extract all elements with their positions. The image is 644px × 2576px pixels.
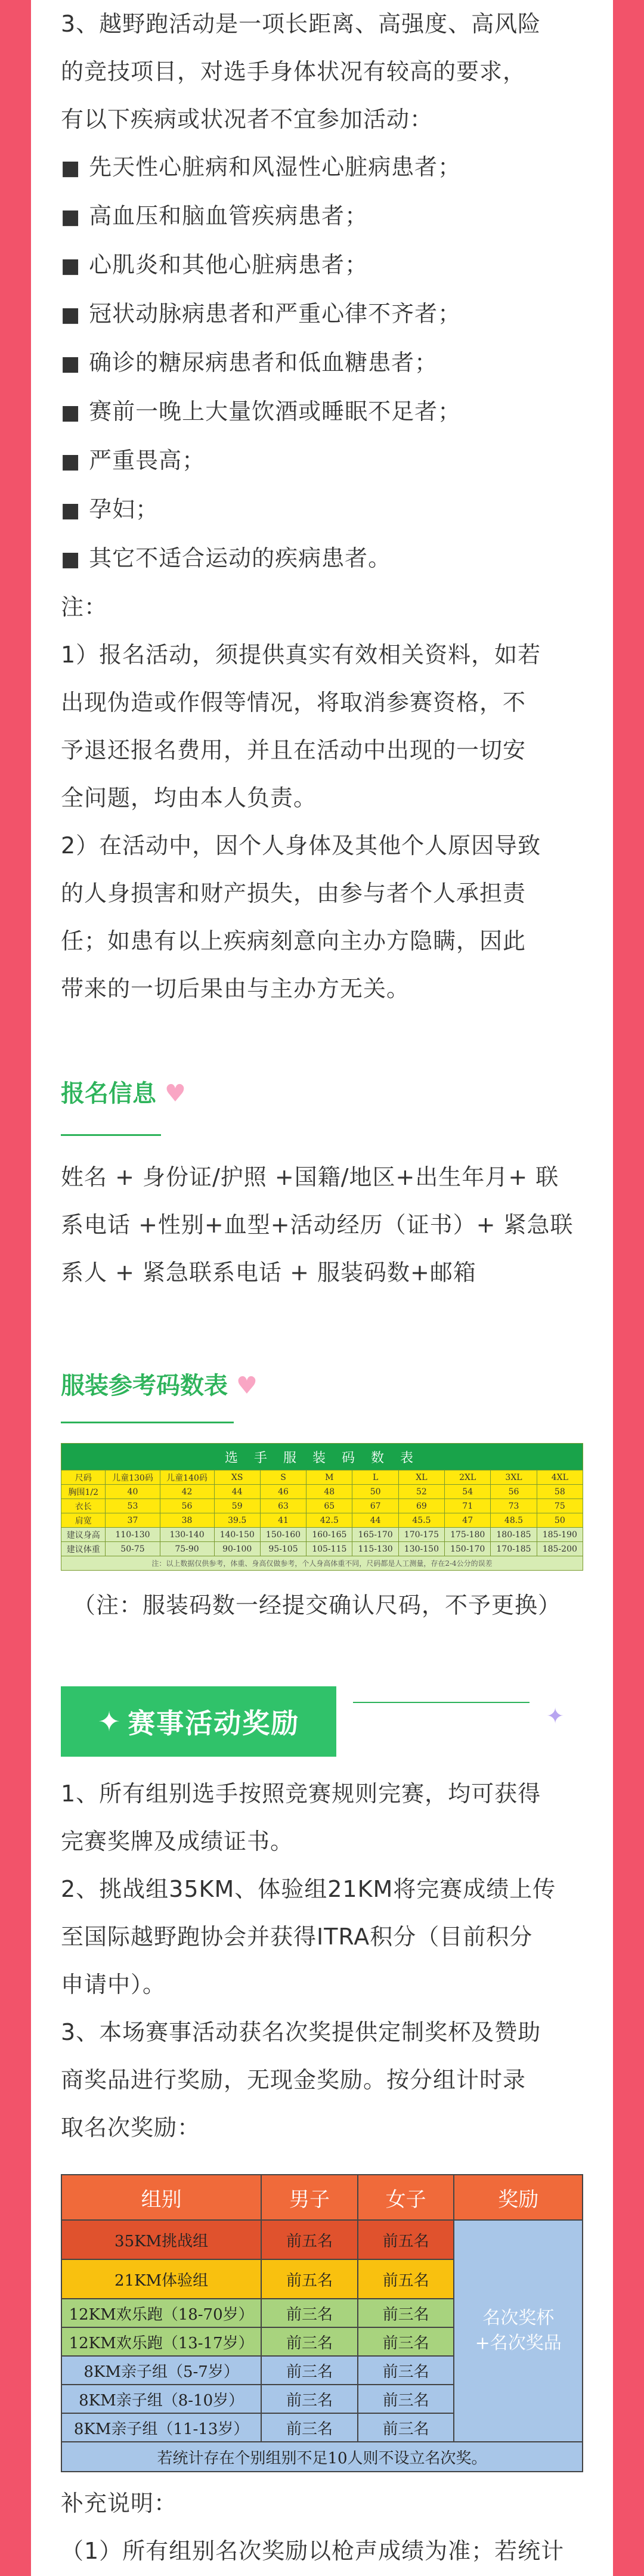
table-cell: 38 [160,1513,214,1528]
table-cell: 42 [160,1485,214,1499]
table-cell: 39.5 [214,1513,260,1528]
notes-line: 予退还报名费用，并且在活动中出现的一切安 [61,737,527,763]
table-cell: 前三名 [358,2299,454,2327]
size-header-cell: 4XL [537,1470,583,1485]
table-cell: 前三名 [261,2413,358,2442]
table-cell: 73 [491,1499,537,1513]
table-cell: 建议身高 [61,1528,106,1542]
table-cell: 75-90 [160,1542,214,1556]
table-cell: 56 [491,1485,537,1499]
notes-line: 1）报名活动，须提供真实有效相关资料，如若 [61,642,541,668]
size-row [61,1542,583,1556]
table-cell: 8KM亲子组（8-10岁） [61,2385,261,2413]
condition-item: ■ 赛前一晚上大量饮酒或睡眠不足者； [61,388,586,436]
size-caption [73,1581,597,1629]
awards-line: 1、所有组别选手按照竞赛规则完赛，均可获得 [61,1781,541,1807]
notes-line: 的人身损害和财产损失，由参与者个人承担责 [61,880,527,906]
award-table [61,2174,583,2472]
condition-item: ■ 高血压和脑血管疾病患者； [61,192,586,241]
table-cell: 185-200 [537,1542,583,1556]
table-cell: 前五名 [358,2259,454,2299]
table-cell: 140-150 [214,1528,260,1542]
awards-line: 申请中）。 [61,1971,166,1998]
prize-cell: 名次奖杯 +名次奖品 [454,2220,583,2442]
title-underline [61,1134,161,1136]
table-cell: 40 [106,1485,160,1499]
registration-line: 姓名 + 身份证/护照 +国籍/地区+出生年月+ 联 [61,1164,559,1190]
size-table-title: 选 手 服 装 码 数 表 [61,1444,583,1470]
size-table-footnote: 注：以上数据仅供参考，体重、身高仅做参考，个人身高体重不同，尺码都是人工测量，存在2-4公分的误差 [61,1556,583,1571]
left-margin [0,0,31,2576]
award-header-cell: 奖励 [454,2175,583,2220]
size-header-cell: XS [214,1470,260,1485]
table-cell: 12KM欢乐跑（13-17岁） [61,2327,261,2356]
award-header-cell: 男子 [261,2175,358,2220]
award-footnote: 若统计存在个别组别不足10人则不设立名次奖。 [61,2442,583,2472]
table-cell: 12KM欢乐跑（18-70岁） [61,2299,261,2327]
size-header-cell: S [260,1470,306,1485]
table-cell: 59 [214,1499,260,1513]
table-cell: 41 [260,1513,306,1528]
notes-label: 注： [61,594,108,620]
table-cell: 前五名 [261,2259,358,2299]
size-header-row [61,1470,583,1485]
right-margin [613,0,644,2576]
table-cell: 105-115 [306,1542,352,1556]
table-cell: 47 [445,1513,491,1528]
table-cell: 50 [537,1513,583,1528]
table-cell: 前三名 [261,2327,358,2356]
size-chart-title: 服装参考码数表 ♥ [61,1372,258,1400]
table-cell: 46 [260,1485,306,1499]
awards-banner-label: 赛事活动奖励 [128,1707,300,1739]
size-header-cell: 儿童130码 [106,1470,160,1485]
table-cell: 130-140 [160,1528,214,1542]
award-row [61,2220,583,2259]
table-cell: 48.5 [491,1513,537,1528]
registration-title: 报名信息 ♥ [61,1080,186,1107]
supplement-title: 补充说明： [61,2490,178,2516]
condition-item: ■ 心肌炎和其他心脏病患者； [61,241,586,290]
table-cell: 前五名 [261,2220,358,2259]
table-cell: 前三名 [261,2299,358,2327]
size-table [61,1443,583,1571]
sparkle-icon: ✦ [546,1704,565,1729]
table-cell: 44 [352,1513,398,1528]
table-cell: 130-150 [398,1542,444,1556]
table-cell: 56 [160,1499,214,1513]
table-cell: 前五名 [358,2220,454,2259]
size-row [61,1499,583,1513]
intro-paragraph [61,0,586,1013]
condition-item: ■ 孕妇； [61,485,586,534]
condition-item: ■ 严重畏高； [61,436,586,485]
size-header-cell: 尺码 [61,1470,106,1485]
awards-line: 商奖品进行奖励，无现金奖励。按分组计时录 [61,2067,527,2093]
table-cell: 42.5 [306,1513,352,1528]
condition-item: ■ 其它不适合运动的疾病患者。 [61,534,586,583]
awards-line: 取名次奖励： [61,2114,201,2141]
table-cell: 胸围1/2 [61,1485,106,1499]
size-header-cell: 3XL [491,1470,537,1485]
awards-line: 至国际越野跑协会并获得ITRA积分（目前积分 [61,1924,533,1950]
heart-icon: ♥ [236,1372,258,1400]
table-cell: 52 [398,1485,444,1499]
size-header-cell: L [352,1470,398,1485]
supplement-line: （1）所有组别名次奖励以枪声成绩为准；若统计 [61,2538,565,2564]
notes-line: 出现伪造或作假等情况，将取消参赛资格，不 [61,689,527,716]
award-header-row [61,2175,583,2220]
awards-line: 3、本场赛事活动获名次奖提供定制奖杯及赞助 [61,2019,541,2045]
table-cell: 90-100 [214,1542,260,1556]
registration-line: 系人 + 紧急联系电话 + 服装码数+邮箱 [61,1259,476,1286]
award-header-cell: 组别 [61,2175,261,2220]
table-cell: 54 [445,1485,491,1499]
table-cell: 170-185 [491,1542,537,1556]
table-cell: 175-180 [445,1528,491,1542]
condition-item: ■ 先天性心脏病和风湿性心脏病患者； [61,143,586,192]
condition-item: ■ 冠状动脉病患者和严重心律不齐者； [61,290,586,339]
table-cell: 53 [106,1499,160,1513]
table-cell: 肩宽 [61,1513,106,1528]
table-cell: 150-170 [445,1542,491,1556]
table-cell: 8KM亲子组（11-13岁） [61,2413,261,2442]
table-cell: 44 [214,1485,260,1499]
table-cell: 前三名 [358,2356,454,2385]
supplement [61,2479,586,2575]
awards-line: 完赛奖牌及成绩证书。 [61,1828,294,1854]
title-underline [61,1422,234,1423]
size-header-cell: 儿童140码 [160,1470,214,1485]
registration-line: 系电话 +性别+血型+活动经历（证书）+ 紧急联 [61,1212,574,1238]
size-header-cell: XL [398,1470,444,1485]
table-cell: 衣长 [61,1499,106,1513]
table-cell: 160-165 [306,1528,352,1542]
heart-icon: ♥ [165,1080,186,1107]
table-cell: 65 [306,1499,352,1513]
table-cell: 75 [537,1499,583,1513]
table-cell: 48 [306,1485,352,1499]
condition-item: ■ 确诊的糖尿病患者和低血糖患者； [61,339,586,388]
notes-line: 全问题，均由本人负责。 [61,785,317,811]
size-header-cell: 2XL [445,1470,491,1485]
table-cell: 58 [537,1485,583,1499]
award-header-cell: 女子 [358,2175,454,2220]
table-cell: 95-105 [260,1542,306,1556]
table-cell: 35KM挑战组 [61,2220,261,2259]
table-cell: 71 [445,1499,491,1513]
table-cell: 45.5 [398,1513,444,1528]
table-cell: 前三名 [261,2356,358,2385]
notes-line: 2）在活动中，因个人身体及其他个人原因导致 [61,832,541,859]
sparkle-icon: ✦ [97,1705,122,1738]
intro-line: 3、越野跑活动是一项长距离、高强度、高风险 [61,11,541,37]
registration-text [61,1153,586,1296]
table-cell: 185-190 [537,1528,583,1542]
intro-line: 有以下疾病或状况者不宜参加活动： [61,106,434,132]
table-cell: 前三名 [261,2385,358,2413]
table-cell: 110-130 [106,1528,160,1542]
table-cell: 170-175 [398,1528,444,1542]
table-cell: 建议体重 [61,1542,106,1556]
table-cell: 180-185 [491,1528,537,1542]
table-cell: 69 [398,1499,444,1513]
table-cell: 165-170 [352,1528,398,1542]
table-cell: 21KM体验组 [61,2259,261,2299]
awards-line: 2、挑战组35KM、体验组21KM将完赛成绩上传 [61,1876,556,1902]
table-cell: 前三名 [358,2327,454,2356]
size-row [61,1485,583,1499]
notes-line: 任；如患有以上疾病刻意向主办方隐瞒，因此 [61,928,527,954]
decor-line [353,1702,530,1703]
table-cell: 50-75 [106,1542,160,1556]
size-row [61,1528,583,1542]
awards-text [61,1770,586,2151]
table-cell: 前三名 [358,2413,454,2442]
size-caption-text: （注：服装码数一经提交确认尺码，不予更换） [73,1592,562,1618]
table-cell: 8KM亲子组（5-7岁） [61,2356,261,2385]
table-cell: 前三名 [358,2385,454,2413]
table-cell: 37 [106,1513,160,1528]
intro-line: 的竞技项目，对选手身体状况有较高的要求， [61,58,527,85]
table-cell: 115-130 [352,1542,398,1556]
awards-banner [61,1686,336,1757]
table-cell: 50 [352,1485,398,1499]
table-cell: 63 [260,1499,306,1513]
size-header-cell: M [306,1470,352,1485]
table-cell: 150-160 [260,1528,306,1542]
table-cell: 67 [352,1499,398,1513]
notes-line: 带来的一切后果由与主办方无关。 [61,976,410,1002]
size-row [61,1513,583,1528]
